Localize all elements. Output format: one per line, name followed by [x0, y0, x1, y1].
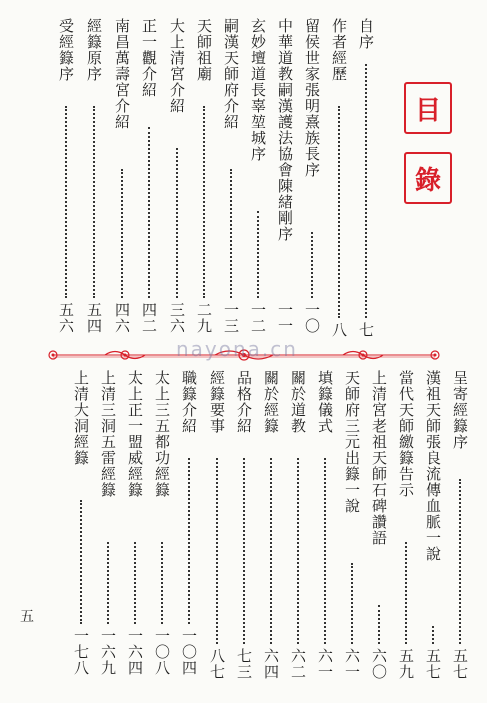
toc-entry-title: 漢祖天師張良流傳血脈一說	[424, 370, 442, 562]
toc-entry-title: 品格介紹	[235, 370, 253, 434]
dot-leader	[80, 500, 82, 624]
heading-lu-box	[404, 152, 452, 204]
toc-entry-page: 五七	[424, 648, 442, 680]
toc-entry-title: 太上正一盟威經籙	[126, 370, 144, 498]
toc-entry-page: 五六	[57, 302, 75, 334]
dot-leader	[351, 563, 353, 644]
dot-leader	[365, 64, 367, 318]
toc-entry-title: 填籙儀式	[316, 370, 334, 434]
toc-entry-title: 南昌萬壽宮介紹	[113, 18, 131, 130]
dot-leader	[148, 127, 150, 298]
toc-entry-title: 上清三洞五雷經籙	[99, 370, 117, 498]
toc-entry-page: 五四	[85, 302, 103, 334]
toc-entry-page: 七	[357, 322, 375, 338]
toc-entry-page: 六四	[262, 648, 280, 680]
toc-entry-page: 一七八	[72, 628, 90, 676]
toc-entry-title: 當代天師繳籙告示	[397, 370, 415, 498]
toc-entry-page: 一二	[249, 302, 267, 334]
dot-leader	[216, 458, 218, 644]
heading-mu-box	[404, 82, 452, 134]
heading-mu: 目	[414, 95, 441, 126]
dot-leader	[188, 458, 190, 624]
toc-entry-page: 一〇四	[180, 628, 198, 676]
dot-leader	[121, 169, 123, 298]
toc-entry-title: 留侯世家張明熹族長序	[303, 18, 321, 178]
dot-leader	[257, 211, 259, 298]
toc-entry-page: 六一	[316, 648, 334, 680]
dot-leader	[134, 542, 136, 624]
toc-entry-title: 關於道教	[289, 370, 307, 434]
dot-leader	[270, 458, 272, 644]
toc-entry-title: 上清大洞經籙	[72, 370, 90, 466]
toc-entry-page: 三六	[168, 302, 186, 334]
toc-entry-page: 五七	[451, 648, 469, 680]
toc-entry-title: 天師府三元出籙一說	[343, 370, 361, 514]
toc-entry-title: 太上三五都功經籙	[153, 370, 171, 498]
toc-entry-title: 經籙要事	[208, 370, 226, 434]
toc-entry-page: 一六九	[99, 628, 117, 676]
dot-leader	[297, 458, 299, 644]
toc-entry-page: 八	[330, 322, 348, 338]
toc-entry-title: 中華道教嗣漢護法協會陳緒剛序	[276, 18, 294, 242]
toc-entry-page: 六〇	[370, 648, 388, 680]
toc-entry-page: 一一	[276, 302, 294, 334]
toc-entry-page: 二九	[195, 302, 213, 334]
toc-entry-title: 正一觀介紹	[140, 18, 158, 98]
toc-entry-title: 嗣漢天師府介紹	[222, 18, 240, 130]
toc-entry-page: 一〇八	[153, 628, 171, 676]
dot-leader	[243, 458, 245, 644]
dot-leader	[338, 106, 340, 318]
toc-entry-page: 一六四	[126, 628, 144, 676]
toc-entry-page: 四六	[113, 302, 131, 334]
dot-leader	[311, 232, 313, 298]
toc-entry-title: 職籙介紹	[180, 370, 198, 434]
page-number: 五	[20, 609, 34, 625]
heading-lu: 錄	[414, 165, 441, 196]
dot-leader	[230, 169, 232, 298]
toc-entry-title: 作者經歷	[330, 18, 348, 82]
toc-entry-page: 五九	[397, 648, 415, 680]
toc-entry-title: 呈寄經籙序	[451, 370, 469, 450]
dot-leader	[432, 626, 434, 644]
toc-entry-page: 一三	[222, 302, 240, 334]
dot-leader	[176, 148, 178, 298]
toc-entry-page: 六一	[343, 648, 361, 680]
dot-leader	[378, 605, 380, 644]
dot-leader	[107, 542, 109, 624]
dot-leader	[93, 106, 95, 298]
toc-entry-title: 大上清宮介紹	[168, 18, 186, 114]
toc-entry-page: 七三	[235, 648, 253, 680]
toc-entry-page: 一〇	[303, 302, 321, 334]
toc-entry-page: 四二	[140, 302, 158, 334]
toc-entry-title: 玄妙壇道長辜堃城序	[249, 18, 267, 162]
toc-entry-title: 天師祖廟	[195, 18, 213, 82]
dot-leader	[161, 542, 163, 624]
toc-entry-title: 受經籙序	[57, 18, 75, 82]
watermark: nayona.cn	[176, 337, 298, 361]
dot-leader	[65, 106, 67, 298]
toc-entry-title: 上清宮老祖天師石碑讚語	[370, 370, 388, 546]
toc-entry-page: 八七	[208, 648, 226, 680]
toc-entry-title: 自序	[357, 18, 375, 50]
toc-entry-title: 關於經籙	[262, 370, 280, 434]
toc-entry-title: 經籙原序	[85, 18, 103, 82]
dot-leader	[324, 458, 326, 644]
dot-leader	[459, 479, 461, 644]
toc-entry-page: 六二	[289, 648, 307, 680]
dot-leader	[203, 106, 205, 298]
dot-leader	[405, 542, 407, 644]
